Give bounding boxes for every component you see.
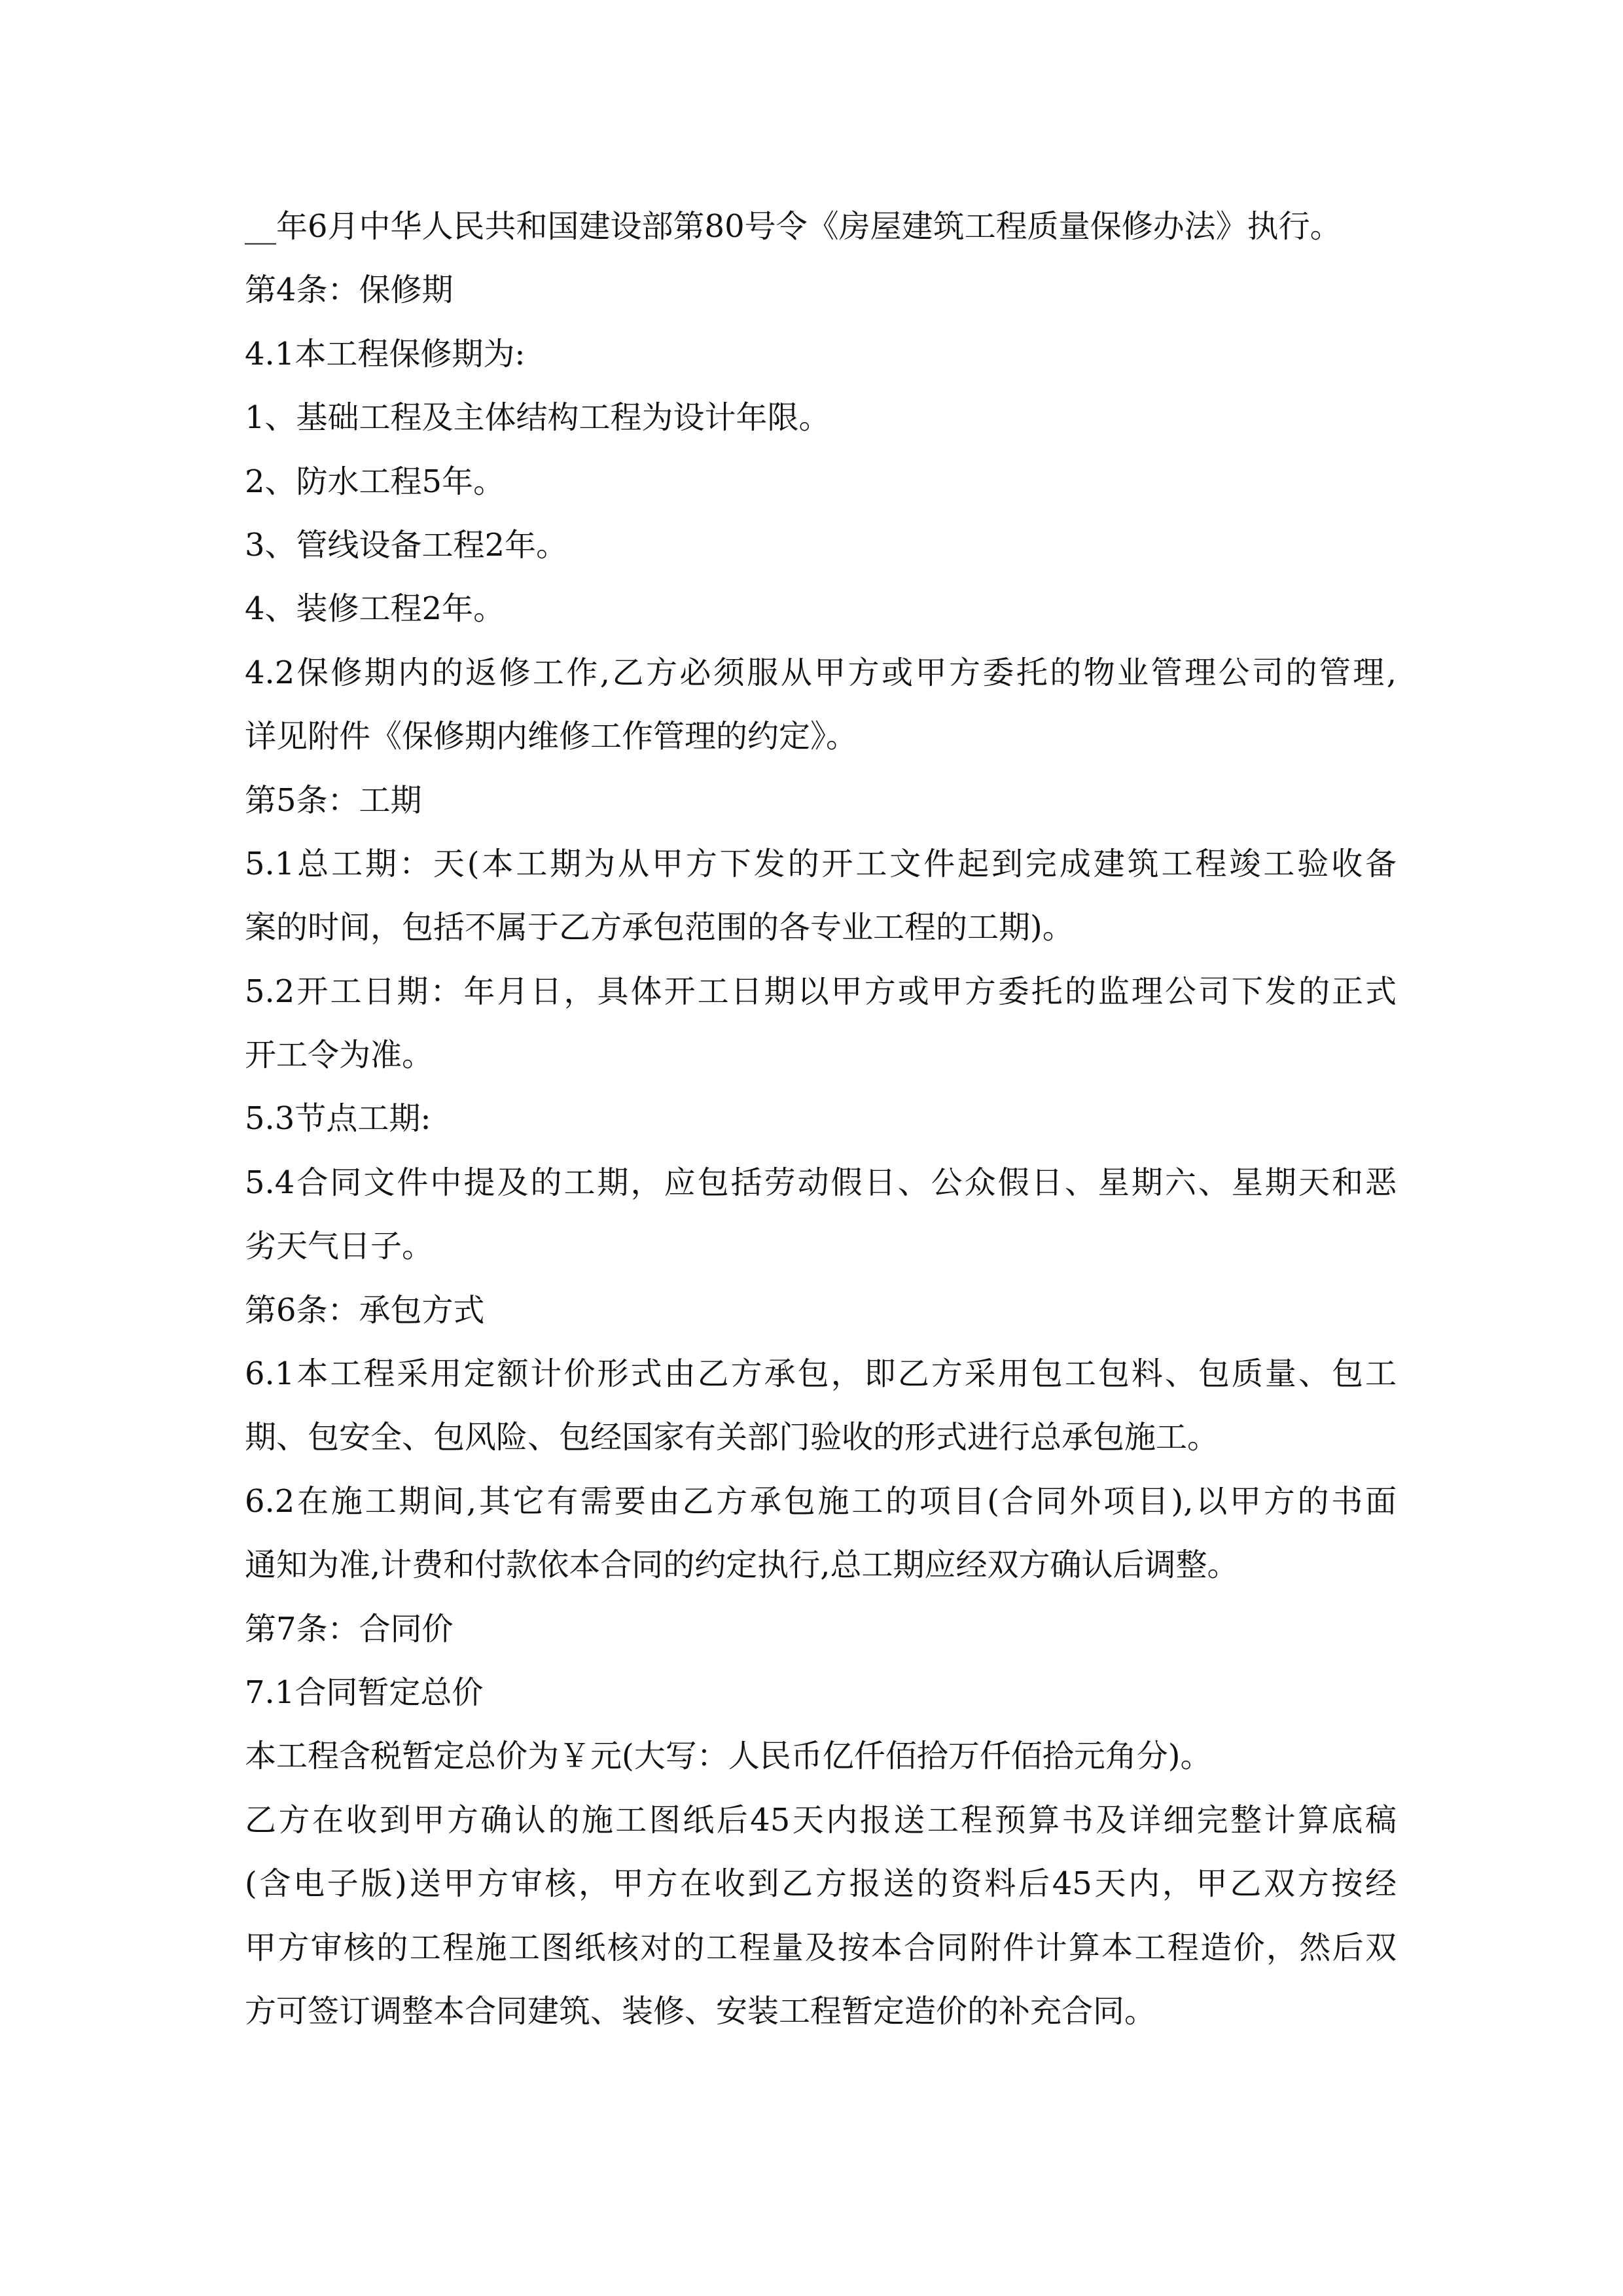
text-line: 期、包安全、包风险、包经国家有关部门验收的形式进行总承包施工。 (245, 1419, 1219, 1456)
section-heading: 第4条：保修期 (245, 272, 454, 309)
document-body (245, 195, 1397, 2043)
text-line: 本工程含税暂定总价为￥元(大写：人民币亿仟佰拾万仟佰拾元角分)。 (245, 1738, 1212, 1775)
text-line: 通知为准,计费和付款依本合同的约定执行,总工期应经双方确认后调整。 (245, 1547, 1239, 1584)
text-line: 案的时间，包括不属于乙方承包范围的各专业工程的工期)。 (245, 909, 1074, 946)
text-line: 5.1总工期：天(本工期为从甲方下发的开工文件起到完成建筑工程竣工验收备 (245, 845, 1397, 882)
text-line: 6.2在施工期间,其它有需要由乙方承包施工的项目(合同外项目),以甲方的书面 (245, 1482, 1397, 1520)
text-line: 开工令为准。 (245, 1037, 434, 1074)
text-line: 甲方审核的工程施工图纸核对的工程量及按本合同附件计算本工程造价，然后双 (245, 1929, 1397, 1966)
text-line: 6.1本工程采用定额计价形式由乙方承包，即乙方采用包工包料、包质量、包工 (245, 1355, 1397, 1393)
text-line: __年6月中华人民共和国建设部第80号令《房屋建筑工程质量保修办法》执行。 (245, 208, 1342, 245)
text-line: 详见附件《保修期内维修工作管理的约定》。 (245, 718, 858, 755)
section-heading: 第5条：工期 (245, 781, 422, 819)
text-line: 5.4合同文件中提及的工期，应包括劳动假日、公众假日、星期六、星期天和恶 (245, 1164, 1397, 1201)
clause-heading: 4.1本工程保修期为: (245, 335, 526, 372)
list-item: 1、基础工程及主体结构工程为设计年限。 (245, 399, 830, 437)
text-line: 乙方在收到甲方确认的施工图纸后45天内报送工程预算书及详细完整计算底稿 (245, 1801, 1397, 1839)
list-item: 4、装修工程2年。 (245, 590, 505, 628)
list-item: 2、防水工程5年。 (245, 463, 505, 500)
clause-heading: 7.1合同暂定总价 (245, 1674, 484, 1711)
text-line: 劣天气日子。 (245, 1228, 434, 1265)
list-item: 3、管线设备工程2年。 (245, 526, 568, 564)
text-line: (含电子版)送甲方审核，甲方在收到乙方报送的资料后45天内，甲乙双方按经 (245, 1865, 1397, 1903)
section-heading: 第6条：承包方式 (245, 1291, 485, 1329)
clause-heading: 5.3节点工期: (245, 1100, 431, 1138)
section-heading: 第7条：合同价 (245, 1610, 454, 1647)
text-line: 方可签订调整本合同建筑、装修、安装工程暂定造价的补充合同。 (245, 1992, 1156, 2030)
text-line: 5.2开工日期：年月日，具体开工日期以甲方或甲方委托的监理公司下发的正式 (245, 973, 1397, 1010)
text-line: 4.2保修期内的返修工作,乙方必须服从甲方或甲方委托的物业管理公司的管理, (245, 654, 1397, 691)
